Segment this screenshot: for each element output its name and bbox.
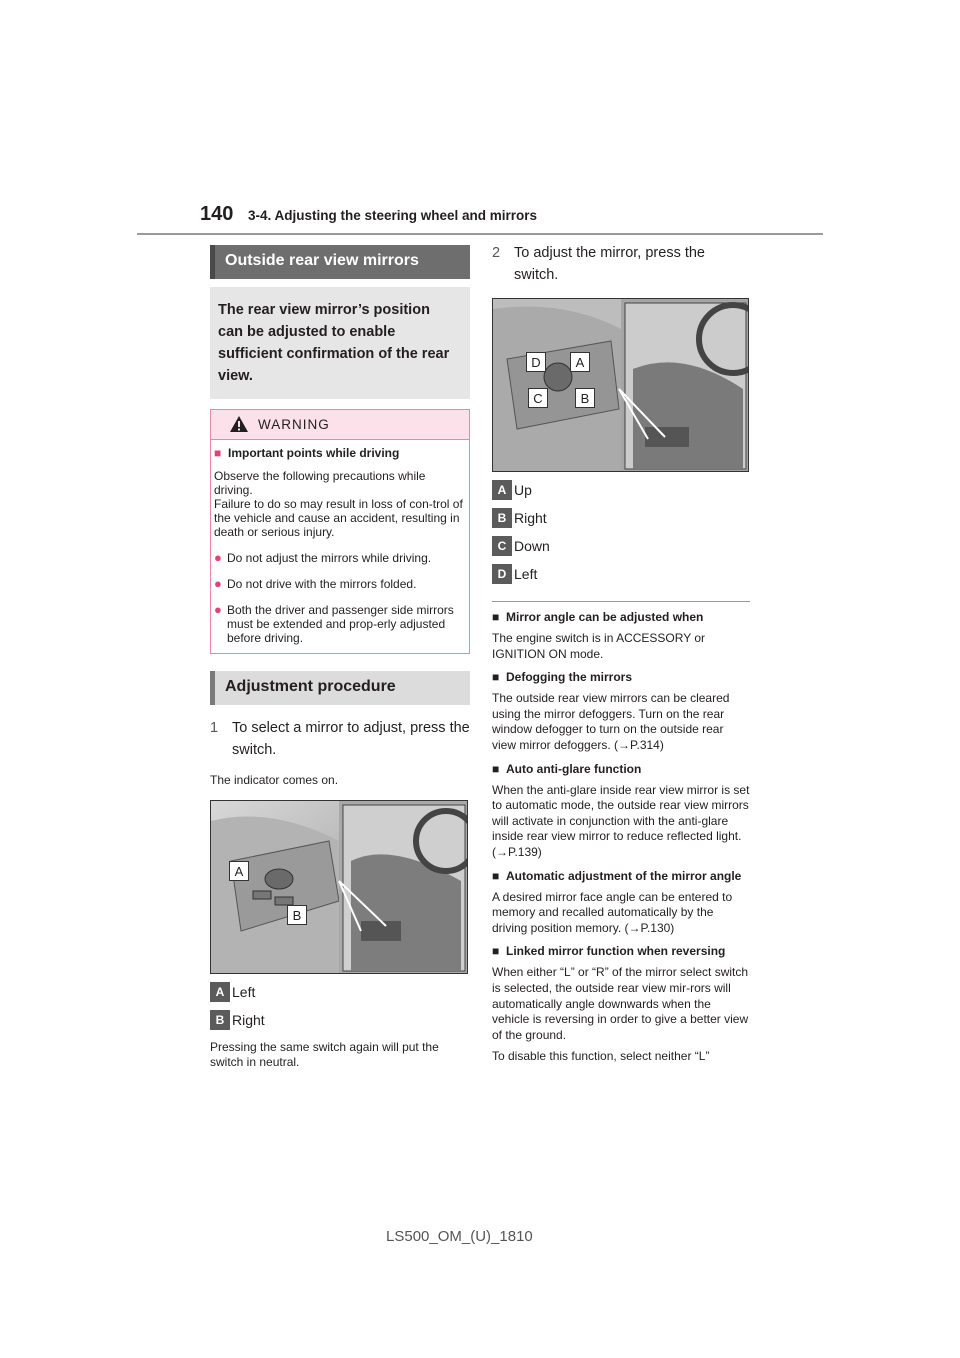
legend-item [492, 536, 750, 556]
step-number: 2 [492, 245, 501, 261]
warning-title-bar [211, 410, 469, 440]
footer-code: LS500_OM_(U)_1810 [386, 1228, 533, 1245]
note-body: The outside rear view mirrors can be cleared using the mirror defoggers. Turn on the rear window defogger to turn on the outside rear view mirror defoggers. (→P.314) [492, 691, 730, 752]
step-note: The indicator comes on. [210, 773, 339, 787]
legend-item [492, 508, 750, 528]
legend-item [492, 564, 750, 584]
note-heading-text: Mirror angle can be adjusted when [506, 610, 704, 624]
bullet-dot-icon: ● [214, 576, 222, 591]
warning-title: WARNING [258, 417, 330, 432]
legend-key: B [492, 508, 512, 528]
callout-a: A [570, 352, 590, 372]
legend-key: A [210, 982, 230, 1002]
note-body: A desired mirror face angle can be entered to memory and recalled automatically by the driving position memory. (→P.130) [492, 889, 733, 935]
warning-paragraph: Observe the following precautions while driving. Failure to do so may result in loss of con-trol of the vehicle and cause an accident, resulting in death or serious injury. [214, 469, 463, 539]
legend-text: Left [514, 566, 538, 582]
legend-text: Left [232, 984, 256, 1000]
callout-b: B [575, 388, 595, 408]
warning-bullet [214, 603, 466, 645]
page-header [200, 203, 760, 233]
warning-bullet-text: Do not drive with the mirrors folded. [227, 577, 417, 591]
note-body: When either “L” or “R” of the mirror select switch is selected, the outside rear view mir-rors will automatically angle downwards when the vehicle is reversing in order to give a better view of the ground. [492, 965, 749, 1042]
legend-key: B [210, 1010, 230, 1030]
note-body: The engine switch is in ACCESSORY or IGNITION ON mode. [492, 631, 705, 661]
note-heading [492, 869, 750, 884]
mirror-adjust-switch-photo [492, 298, 749, 472]
warning-body [211, 440, 469, 653]
step-text: To select a mirror to adjust, press the switch. [232, 720, 470, 758]
step-text: To adjust the mirror, press the switch. [514, 245, 705, 283]
intro-text: The rear view mirror’s position can be adjusted to enable sufficient confirmation of the rear view. [218, 302, 450, 384]
step-number: 1 [210, 720, 219, 736]
square-bullet-icon: ■ [492, 761, 500, 776]
legend-key: C [492, 536, 512, 556]
note [492, 869, 750, 937]
warning-bullet [214, 551, 466, 565]
right-column [492, 242, 750, 1065]
warning-bullet-text: Both the driver and passenger side mirrors must be extended and prop-erly adjusted before driving. [227, 603, 454, 645]
chapter-title: 3-4. Adjusting the steering wheel and mirrors [248, 208, 538, 223]
square-bullet-icon: ■ [492, 944, 500, 959]
callout-a: A [229, 861, 249, 881]
square-bullet-icon: ■ [492, 868, 500, 883]
callout-b: B [287, 905, 307, 925]
step-1 [210, 717, 470, 761]
mirror-switch-illustration [493, 299, 749, 472]
warning-box [210, 409, 470, 654]
note-heading [492, 944, 750, 959]
note-body: When the anti-glare inside rear view mirror is set to automatic mode, the outside rear view mirrors will activate in conjunction with the anti-glare inside rear view mirror to reduce reflected light. (→P.139) [492, 782, 750, 859]
section-heading-outside-mirrors [210, 245, 470, 279]
square-bullet-icon: ■ [492, 610, 500, 624]
header-divider [137, 233, 823, 235]
bullet-dot-icon: ● [214, 602, 222, 617]
note [492, 944, 750, 1043]
callout-d: D [526, 352, 546, 372]
note-heading-text: Defogging the mirrors [506, 670, 633, 685]
legend-key: D [492, 564, 512, 584]
note-heading [492, 610, 750, 625]
note-continuation: To disable this function, select neither “L” [492, 1049, 710, 1064]
callout-c: C [528, 388, 548, 408]
section-title: Adjustment procedure [225, 678, 396, 695]
warning-icon [229, 415, 249, 433]
legend-text: Up [514, 482, 532, 498]
section-heading-adjustment [210, 671, 470, 705]
left-column [210, 245, 470, 1070]
note [492, 610, 750, 662]
legend-text: Down [514, 538, 550, 554]
warning-heading-text: Important points while driving [228, 446, 400, 460]
note [492, 670, 750, 753]
section-title: Outside rear view mirrors [225, 252, 419, 269]
legend-item [210, 1010, 470, 1030]
step-2 [492, 242, 750, 286]
legend-text: Right [514, 510, 547, 526]
legend-item [492, 480, 750, 500]
note-heading-text: Auto anti-glare function [506, 761, 642, 776]
warning-bullet [214, 577, 466, 591]
legend-item [210, 982, 470, 1002]
warning-heading [214, 446, 466, 461]
note-heading [492, 670, 750, 685]
note-heading-text: Automatic adjustment of the mirror angle [506, 868, 742, 883]
note-heading [492, 762, 750, 777]
square-bullet-icon: ■ [214, 446, 222, 460]
step-after-note: Pressing the same switch again will put the switch in neutral. [210, 1040, 439, 1069]
intro-box [210, 287, 470, 399]
legend-key: A [492, 480, 512, 500]
bullet-dot-icon: ● [214, 550, 222, 565]
note-heading-text: Linked mirror function when reversing [506, 944, 726, 959]
square-bullet-icon: ■ [492, 670, 500, 685]
mirror-select-switch-photo [210, 800, 468, 974]
note [492, 762, 750, 861]
door-panel-illustration [211, 801, 468, 974]
warning-bullet-text: Do not adjust the mirrors while driving. [227, 551, 432, 565]
legend-text: Right [232, 1012, 265, 1028]
notes-divider [492, 601, 750, 602]
page-number: 140 [200, 203, 234, 225]
